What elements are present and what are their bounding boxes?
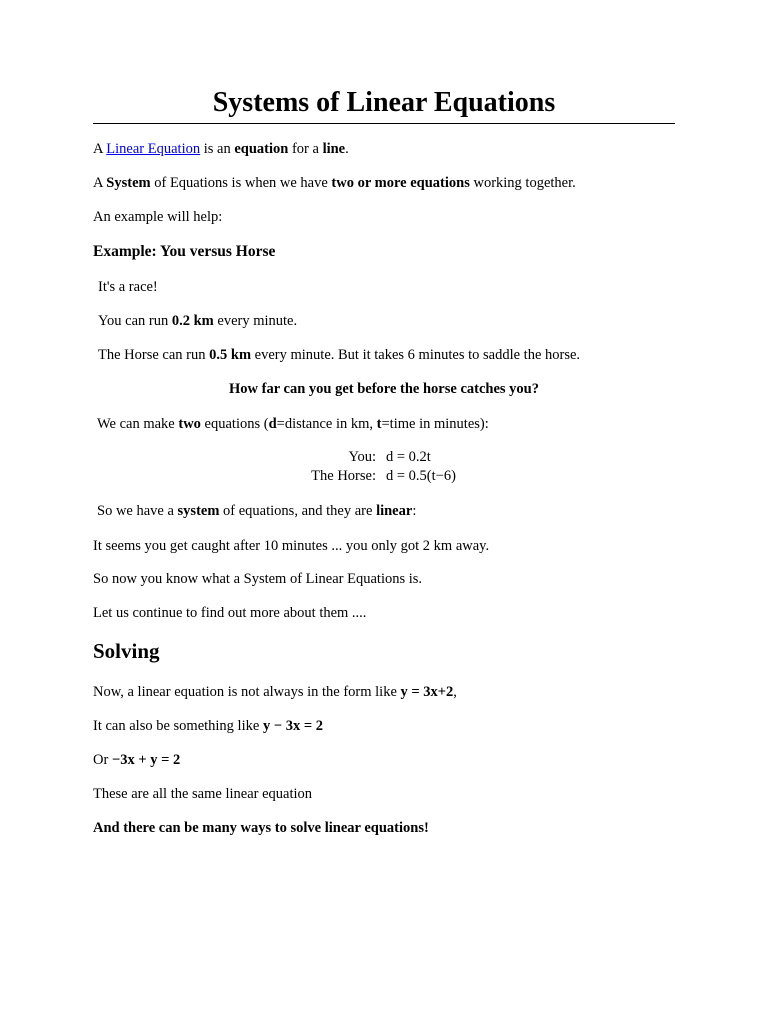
bold-text: 0.2 km <box>171 313 214 329</box>
equation-label: You: <box>348 449 376 465</box>
ways-text: And there can be many ways to solve linear equations! <box>93 820 429 836</box>
bold-text: linear <box>376 503 413 519</box>
example-heading: Example: You versus Horse <box>93 243 276 260</box>
bold-text: y − 3x = 2 <box>262 718 323 734</box>
bold-text: two or more equations <box>331 175 470 191</box>
caught-text: It seems you get caught after 10 minutes ... you only got 2 km away. <box>93 538 490 554</box>
text: A <box>93 141 107 157</box>
page-title: Systems of Linear Equations <box>93 84 675 124</box>
equation-value: d = 0.5(t−6) <box>386 468 456 484</box>
text: of equations, and they are <box>219 503 377 519</box>
question-text: How far can you get before the horse catches you? <box>229 381 539 397</box>
text: is an <box>200 141 235 157</box>
you-speed-text <box>93 312 680 330</box>
equation-you <box>93 448 675 467</box>
equation-horse <box>93 467 675 486</box>
text: . <box>345 141 349 157</box>
linear-equation-link[interactable]: Linear Equation <box>106 141 201 157</box>
document-page <box>93 84 675 124</box>
intro-paragraph-3: An example will help: <box>93 209 223 225</box>
bold-text: −3x + y = 2 <box>111 752 181 768</box>
continue-text: Let us continue to find out more about them .... <box>93 605 367 621</box>
bold-text: d <box>268 416 277 432</box>
text: , <box>453 684 457 700</box>
text: equations ( <box>200 416 269 432</box>
text: It can also be something like <box>93 718 263 734</box>
system-text <box>93 502 679 520</box>
text: Now, a linear equation is not always in the form like <box>93 684 401 700</box>
horse-speed-text <box>93 346 680 364</box>
bold-text: equation <box>234 141 289 157</box>
text: We can make <box>97 416 179 432</box>
intro-paragraph-1 <box>93 140 675 158</box>
text: of Equations is when we have <box>150 175 332 191</box>
know-text: So now you know what a System of Linear Equations is. <box>93 571 423 587</box>
text: You can run <box>98 313 172 329</box>
bold-text: System <box>106 175 151 191</box>
equations-intro-text <box>93 415 679 433</box>
bold-text: two <box>178 416 201 432</box>
intro-paragraph-2 <box>93 174 675 192</box>
bold-text: 0.5 km <box>209 347 252 363</box>
equation-label: The Horse: <box>311 468 376 484</box>
text: Or <box>93 752 112 768</box>
text: =time in minutes): <box>381 416 489 432</box>
form-text <box>93 683 675 701</box>
text: A <box>93 175 107 191</box>
text: =distance in km, <box>276 416 377 432</box>
text: working together. <box>469 175 576 191</box>
solving-heading: Solving <box>93 639 160 663</box>
text: for a <box>288 141 323 157</box>
same-text: These are all the same linear equation <box>93 786 313 802</box>
also-text <box>93 717 675 735</box>
bold-text: system <box>177 503 220 519</box>
text: So we have a <box>97 503 178 519</box>
bold-text: y = 3x+2 <box>400 684 454 700</box>
or-text <box>93 751 675 769</box>
bold-text: line <box>322 141 346 157</box>
race-text: It's a race! <box>98 279 158 295</box>
text: : <box>412 503 417 519</box>
bold-text: t <box>376 416 382 432</box>
text: every minute. But it takes 6 minutes to saddle the horse. <box>251 347 581 363</box>
equation-value: d = 0.2t <box>386 449 431 465</box>
text: The Horse can run <box>98 347 210 363</box>
text: every minute. <box>213 313 298 329</box>
